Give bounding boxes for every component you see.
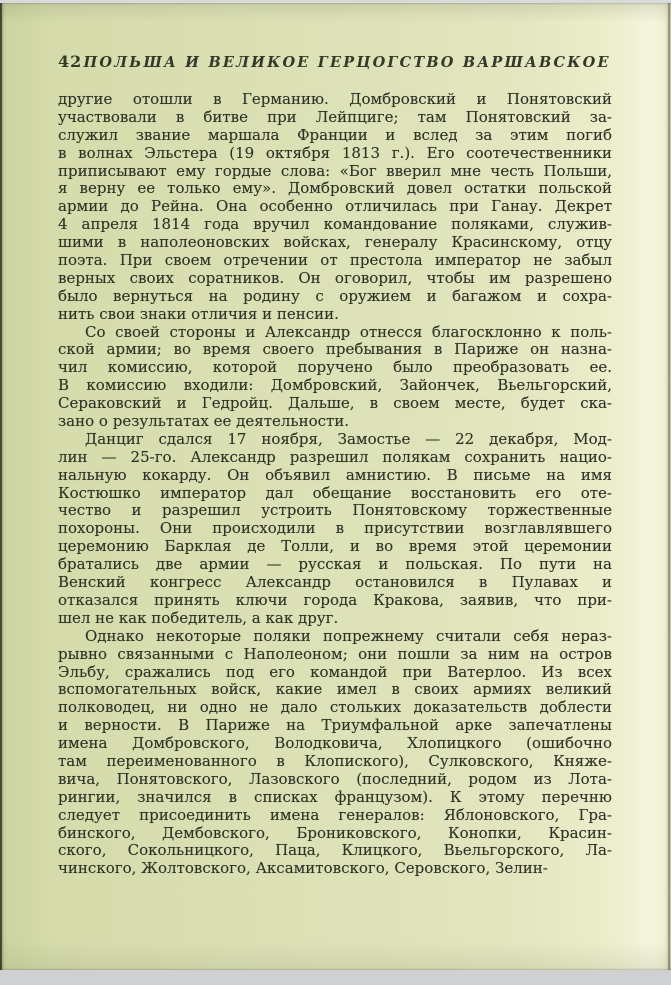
text-line: там переименованного в Клопиского), Сулковского, Княже- (58, 752, 612, 770)
text-line: шел не как победитель, а как друг. (58, 609, 339, 627)
text-line: братались две армии — русская и польская. По пути на (58, 556, 612, 574)
page-header (58, 52, 612, 71)
text-line: нить свои знаки отличия и пенсии. (58, 305, 339, 323)
text-line: зано о результатах ее деятельности. (58, 413, 350, 431)
text-line: Сераковский и Гедройц. Дальше, в своем месте, будет ска- (58, 395, 612, 413)
text-line: чинского, Жолтовского, Аксамитовского, Серовского, Зелин- (58, 860, 548, 878)
text-line: чество и разрешил устроить Понятовскому торжественные (58, 502, 612, 520)
text-line: В комиссию входили: Домбровский, Зайончек, Вьельгорский, (58, 377, 612, 395)
text-line: ского, Сокольницкого, Паца, Клицкого, Вьельгорского, Ла- (58, 842, 612, 860)
text-line: верных своих соратников. Он оговорил, чтобы им разрешено (58, 269, 612, 287)
text-line: чил комиссию, которой поручено было преобразовать ее. (58, 359, 612, 377)
text-line: поэта. При своем отречении от престола император не забыл (58, 252, 612, 270)
text-line: полководец, ни одно не дало стольких доказательств доблести (58, 699, 612, 717)
text-line: армии до Рейна. Она особенно отличилась при Ганау. Декрет (58, 198, 612, 216)
text-line: и верности. В Париже на Триумфальной арке запечатлены (58, 717, 612, 735)
text-line: вича, Понятовского, Лазовского (последний, родом из Лота- (58, 770, 612, 788)
text-line: я верну ее только ему». Домбровский довел остатки польской (58, 180, 612, 198)
text-line: похороны. Они происходили в присутствии возглавлявшего (58, 520, 612, 538)
text-line: нальную кокарду. Он объявил амнистию. В письме на имя (58, 466, 612, 484)
text-line: Со своей стороны и Александр отнесся благосклонно к поль- (85, 323, 612, 341)
text-line: служил звание маршала Франции и вслед за этим погиб (58, 126, 612, 144)
text-line: Костюшко император дал обещание восстановить его оте- (58, 484, 612, 502)
text-line: бинского, Дембовского, Брониковского, Конопки, Красин- (58, 824, 612, 842)
text-line: отказался принять ключи города Кракова, заявив, что при- (58, 591, 612, 609)
paragraph (58, 431, 612, 628)
text-line: 4 апреля 1814 года вручил командование поляками, служив- (58, 216, 612, 234)
text-line: вспомогательных войск, какие имел в своих армиях великий (58, 681, 612, 699)
text-line: следует присоединить имена генералов: Яблоновского, Гра- (58, 806, 612, 824)
text-line: рывно связанными с Наполеоном; они пошли за ним на остров (58, 645, 612, 663)
text-line: приписывают ему гордые слова: «Бог вверил мне честь Польши, (58, 162, 612, 180)
paper-sheet (0, 3, 671, 970)
running-title: ПОЛЬША И ВЕЛИКОЕ ГЕРЦОГСТВО ВАРШАВСКОЕ (83, 54, 611, 71)
text-line: Эльбу, сражались под его командой при Ватерлоо. Из всех (58, 663, 612, 681)
text-line: Однако некоторые поляки попрежнему считали себя нераз- (85, 627, 612, 645)
text-line: церемонию Барклая де Толли, и во время этой церемонии (58, 538, 612, 556)
page-number: 42 (58, 52, 83, 71)
text-line: Данциг сдался 17 ноября, Замостье — 22 декабря, Мод- (85, 430, 612, 448)
text-line: было вернуться на родину с оружием и багажом и сохра- (58, 287, 612, 305)
text-line: лин — 25-го. Александр разрешил полякам сохранить нацио- (58, 448, 612, 466)
text-line: имена Домбровского, Володковича, Хлопицкого (ошибочно (58, 735, 612, 753)
text-line: участвовали в битве при Лейпциге; там Понятовский за- (58, 108, 612, 126)
text-line: другие отошли в Германию. Домбровский и Понятовский (58, 91, 612, 108)
paragraph (58, 324, 612, 431)
paragraph (58, 91, 612, 324)
text-line: в волнах Эльстера (19 октября 1813 г.). Его соотечественники (58, 144, 612, 162)
text-line: Венский конгресс Александр остановился в Пулавах и (58, 574, 612, 592)
body-text (58, 91, 612, 878)
text-line: ской армии; во время своего пребывания в Париже он назна- (58, 341, 612, 359)
text-line: рингии, значился в списках французом). К этому перечню (58, 788, 612, 806)
paragraph (58, 628, 612, 878)
text-line: шими в наполеоновских войсках, генералу Красинскому, отцу (58, 234, 612, 252)
